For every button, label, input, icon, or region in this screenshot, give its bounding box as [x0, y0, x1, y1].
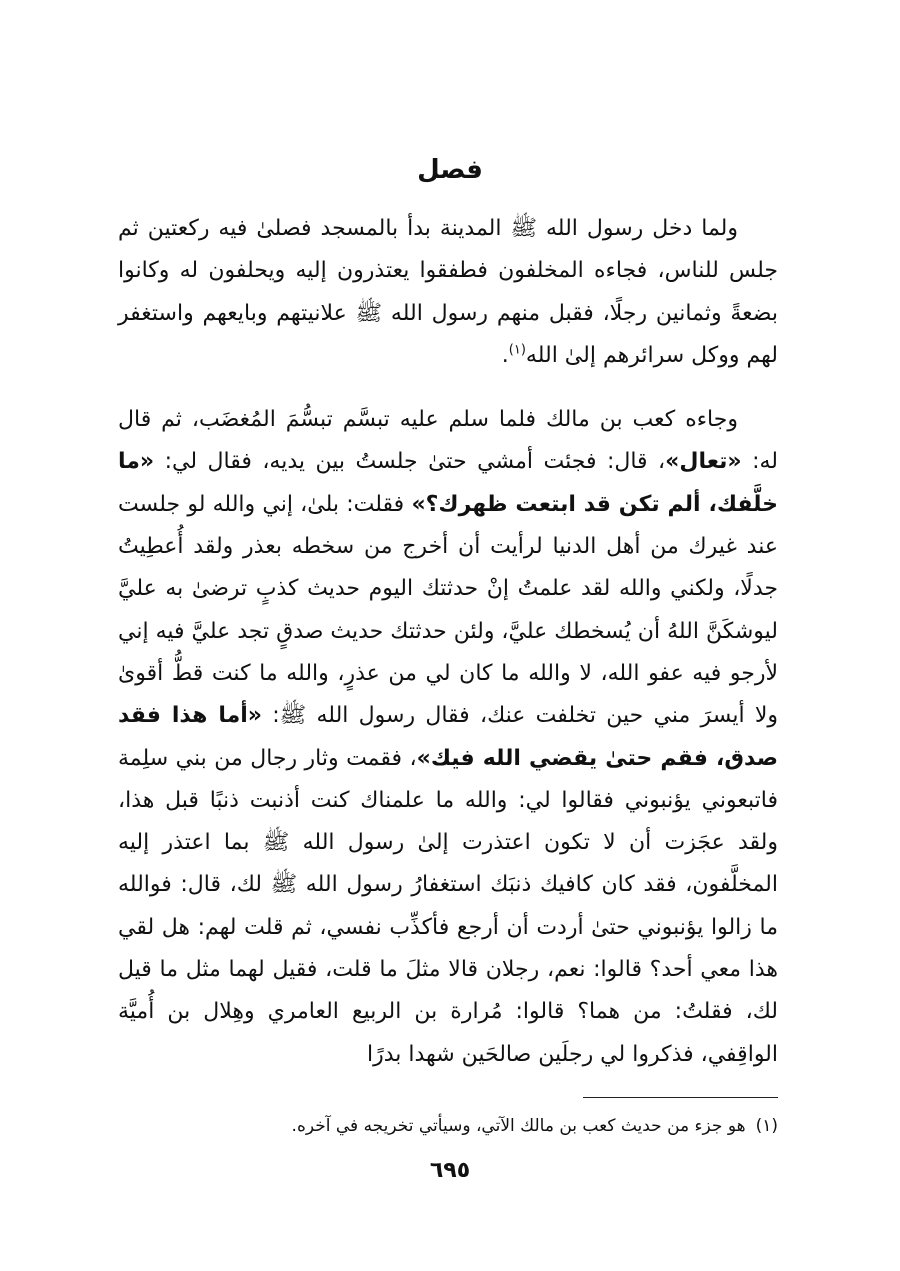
- paragraph-2-segment: ، فقمت وثار رجال من بني سلِمة فاتبعوني يؤنبوني فقالوا لي: والله ما علمناك كنت أذنبت ذنبًا قبل هذا، ولقد عجَزت أن لا تكون اعتذرت إلىٰ رسول الله ﷺ بما اعتذر إليه المخلَّفون، فقد كان كافيك ذنبَك استغفارُ رسول الله ﷺ لك، قال: فوالله ما زالوا يؤنبوني حتىٰ أردت أن أرجع فأكذِّب نفسي، ثم قلت لهم: هل لقي هذا معي أحد؟ قالوا: نعم، رجلان قالا مثلَ ما قلت، فقيل لهما مثل ما قيل لك، فقلتُ: من هما؟ قالوا: مُرارة بن الربيع العامري وهِلال بن أُميَّة الواقِفي، فذكروا لي رجلَين صالحَين شهدا بدرًا: [118, 745, 778, 1067]
- paragraph-2-segment: وجاءه كعب بن مالك فلما سلم عليه تبسَّم تبسُّمَ المُغضَب، ثم قال له:: [118, 407, 779, 475]
- paragraph-2-segment: فقلت: بلىٰ، إني والله لو جلست عند غيرك من أهل الدنيا لرأيت أن أخرج من سخطه بعذر ولقد أُعطِيتُ جدلًا، ولكني والله لقد علمتُ إنْ حدثتك اليوم حديث كذبٍ ترضىٰ به عليَّ ليوشكَنَّ اللهُ أن يُسخطك عليَّ، ولئن حدثتك حديث صدقٍ تجد عليَّ فيه إني لأرجو فيه عفو الله، لا والله ما كان لي من عذرٍ، والله ما كنت قطُّ أقوىٰ ولا أيسرَ مني حين تخلفت عنك، فقال رسول الله ﷺ:: [118, 491, 778, 729]
- footnote-divider: [583, 1097, 778, 1098]
- page-number: ٦٩٥: [429, 1158, 471, 1183]
- footnote-reference[interactable]: (١): [508, 342, 526, 358]
- paragraph-2-segment: ، قال: فجئت أمشي حتىٰ جلستُ بين يديه، فقال لي:: [154, 449, 666, 475]
- paragraph-1-text: ولما دخل رسول الله ﷺ المدينة بدأ بالمسجد فصلىٰ فيه ركعتين ثم جلس للناس، فجاءه المخلفون فطفقوا يعتذرون إليه ويحلفون له وكانوا بضعةً وثمانين رجلًا، فقبل منهم رسول الله ﷺ علانيتهم وبايعهم واستغفر لهم ووكل سرائرهم إلىٰ الله: [118, 216, 778, 368]
- prophet-quote: «تعال»: [665, 449, 742, 475]
- main-text: [118, 208, 778, 1076]
- prophet-quote: «ما خلَّفك، ألم تكن قد ابتعت ظهرك؟»: [118, 449, 779, 517]
- paragraph-2: [118, 399, 778, 1076]
- footnote-number: (١): [755, 1116, 778, 1136]
- prophet-quote: «أما هذا فقد صدق، فقم حتىٰ يقضي الله فيك»: [118, 703, 778, 771]
- footnote-text: هو جزء من حديث كعب بن مالك الآتي، وسيأتي تخريجه في آخره.: [291, 1116, 746, 1136]
- section-heading: فصل: [417, 155, 483, 185]
- paragraph-1-end: .: [501, 342, 509, 368]
- paragraph-1: [118, 208, 778, 377]
- footnote: [118, 1112, 778, 1140]
